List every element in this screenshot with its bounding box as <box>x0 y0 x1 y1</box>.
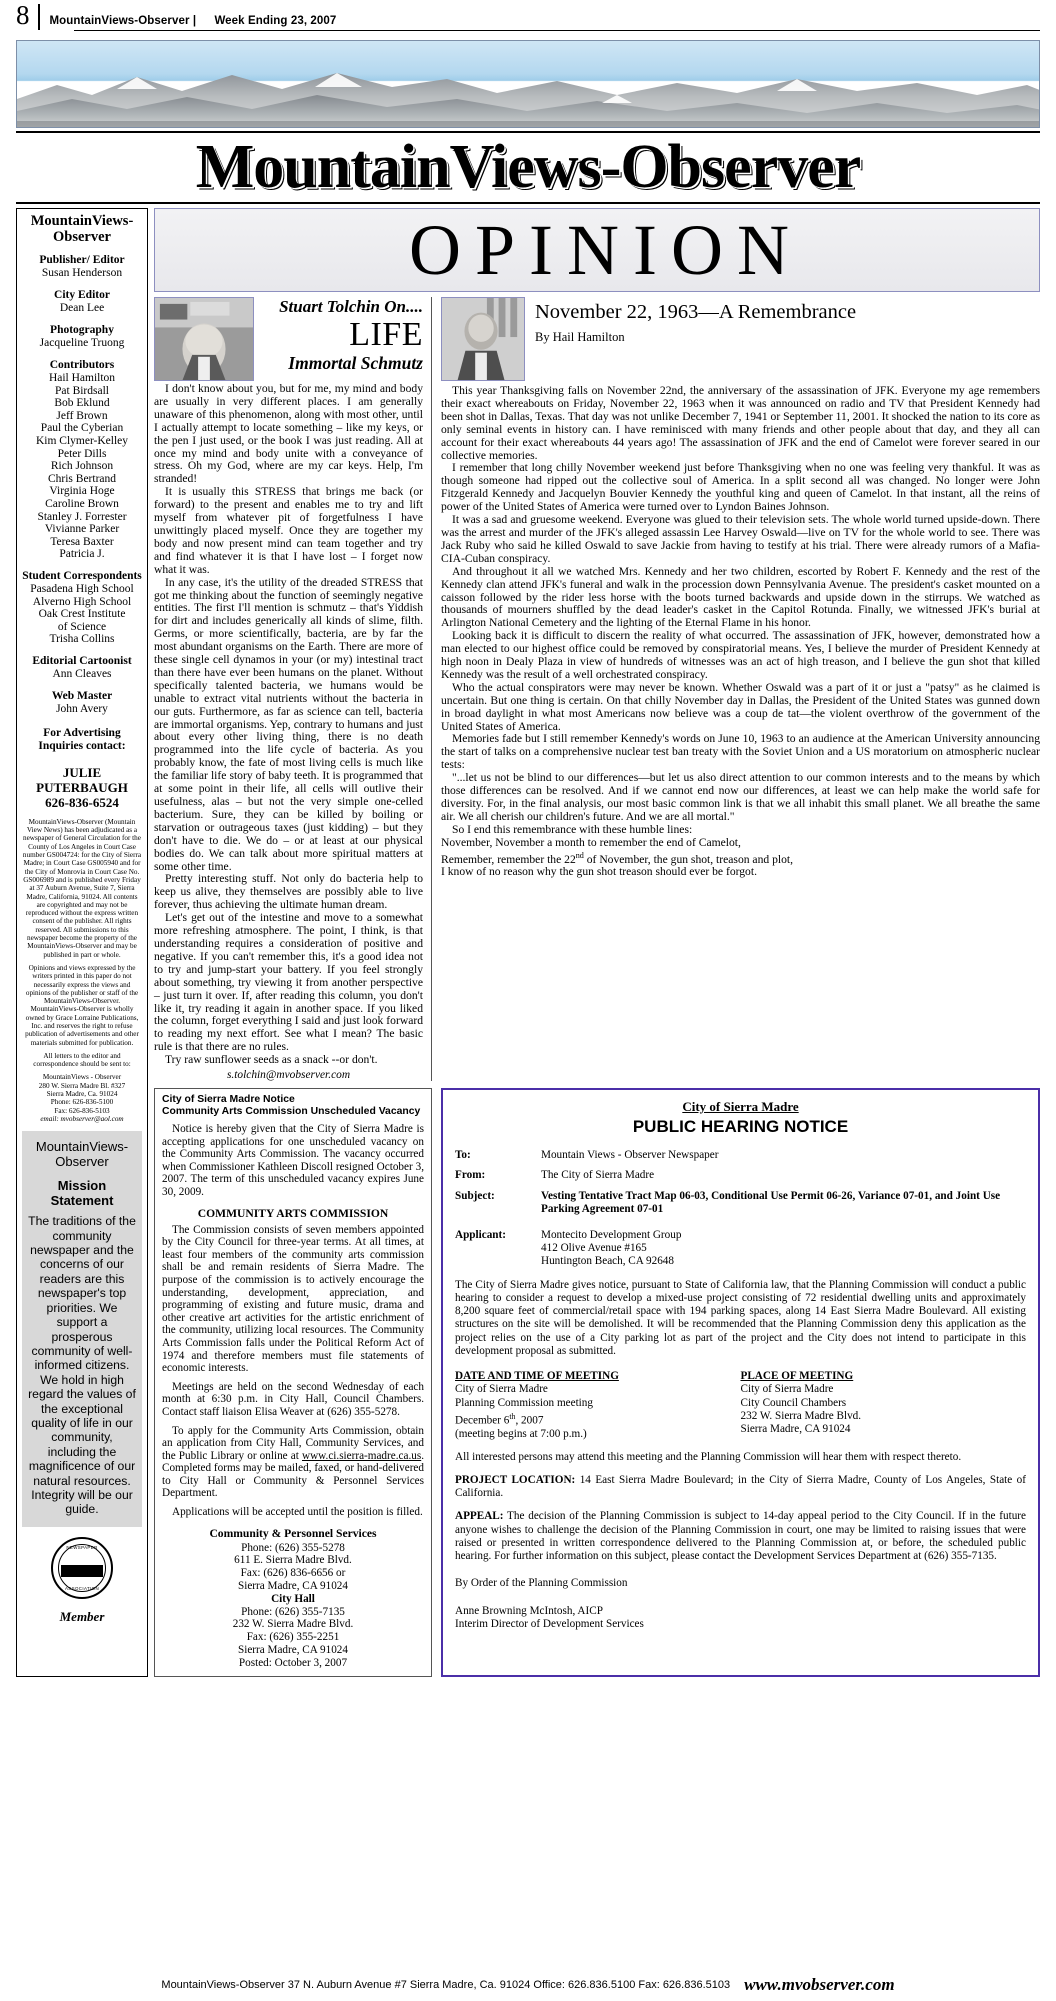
project-location <box>455 1474 1026 1500</box>
article-paragraph: I don't know about you, but for me, my mind and body are usually in very different places. I am generally unaware of this phenomenon, along with most other, until I actually attempt to locate something – like my keys, or the pen I just used, or the book I was just reading. All at once my mind and body unite with a conveyance of stress. Oh my God, where are my car keys. Help, I'm stranded! <box>154 382 423 486</box>
article-paragraph: I remember that long chilly November weekend just before Thanksgiving when no one was feeling very thankful. It was as though someone had ripped out the collective soul of America. In a split second all was changed. No longer were John Fitzgerald Kennedy and Jacquelyn Bouvier Kennedy the youthful king and queen of Camelot. In that instant, all the reins of power of the United States of America were turned over to Lyndon Baines Johnson. <box>441 461 1040 514</box>
address-line: Sierra Madre, Ca. 91024 <box>46 1090 118 1099</box>
arts-body <box>162 1123 424 1199</box>
address-line: 280 W. Sierra Madre Bl. #327 <box>38 1081 126 1090</box>
closing-line: I know of no reason why the gun shot treason should ever be forgot. <box>441 865 757 879</box>
mountain-ridge-graphic <box>17 69 1040 127</box>
article-quote: "...let us not be blind to our differences—but let us also direct attention to our common interests and to the means by which those differences can be resolved. And if we cannot end now our differences, at least we can help make the world safe for diversity. For, in the final analysis, our most basic common link is that we all inhabit this small planet. We all breathe the same air. We all cherish our children's future. And we are all mortal." <box>441 771 1040 823</box>
staff-name: Jeff Brown <box>56 409 108 422</box>
arts-cityhall-title: City Hall <box>271 1592 315 1605</box>
staff-block-photography <box>20 324 144 350</box>
field-value: The City of Sierra Madre <box>541 1169 655 1182</box>
contact-line: 611 E. Sierra Madre Blvd. <box>234 1554 352 1567</box>
appeal-text: The decision of the Planning Commission is subject to 14-day appeal period to the City Council. If in the future anyone wishes to challenge the decision of the Planning Commission in court, one may be limited to raising issues that were raised or presented in written correspondence delivered to the Planning Commission at, or before, the scheduled public hearing. For further information on this subject, please contact the Development Services Department at (626) 355-7135. <box>455 1510 1026 1563</box>
page-footer <box>0 1975 1056 1995</box>
masthead-title: MountainViews-Observer <box>195 133 861 201</box>
meeting-line: City of Sierra Madre <box>455 1383 548 1396</box>
arts-section-title: COMMUNITY ARTS COMMISSION <box>197 1206 389 1220</box>
article-paragraph: Memories fade but I still remember Kennedy's words on June 10, 1963 to an audience at the American University announcing the start of talks on a comprehensive nuclear test ban treaty with the Soviet Union and a US moratorium on atmospheric nuclear tests: <box>441 732 1040 772</box>
footer-website-url[interactable]: www.mvobserver.com <box>744 1975 895 1994</box>
applicant-line: 412 Olive Avenue #165 <box>541 1242 647 1255</box>
staff-name: Virginia Hoge <box>49 485 115 498</box>
notice-field-applicant <box>455 1229 1026 1269</box>
staff-name: Caroline Brown <box>45 497 119 510</box>
arts-contact-block <box>162 1542 424 1670</box>
member-label: Member <box>59 1608 105 1624</box>
staff-role: Web Master <box>51 689 113 702</box>
staff-name: Peter Dills <box>57 447 107 460</box>
closing-line: Remember, remember the 22nd of November, the gun shot, treason and plot, <box>441 850 794 866</box>
seal-arc-bottom: ASSOCIATION <box>64 1585 100 1591</box>
signer-title: Interim Director of Development Services <box>455 1618 644 1631</box>
staff-role: Photography <box>50 324 114 336</box>
mountain-banner-image <box>16 40 1040 128</box>
public-hearing-notice <box>441 1088 1040 1677</box>
sidebar <box>16 208 148 1677</box>
attend-note: All interested persons may attend this meeting and the Planning Commission will hear them with respect thereto. <box>455 1450 962 1463</box>
meeting-place-block <box>741 1370 1027 1441</box>
tolchin-portrait-image <box>154 297 254 381</box>
staff-name: of Science <box>57 620 107 633</box>
tolchin-email-link[interactable]: s.tolchin@mvobserver.com <box>226 1069 351 1082</box>
mission-body: The traditions of the community newspaper and the concerns of our readers are this newspaper's top priorities. We support a prosperous community of well-informed citizens. We hold in high regard the values of the exceptional quality of life in our community, including the magnificence of our natural resources. Integrity will be our guide. <box>28 1214 136 1517</box>
seal-arc-top: NEWSPAPER <box>66 1544 98 1550</box>
header-rule <box>74 30 1040 31</box>
header-spacer <box>199 15 214 27</box>
tolchin-byline: Stuart Tolchin On.... <box>279 297 423 316</box>
staff-role: Student Correspondents <box>22 569 142 582</box>
meeting-details <box>455 1370 1026 1441</box>
staff-name: Stanley J. Forrester <box>37 510 127 523</box>
staff-name: Susan Henderson <box>41 267 123 279</box>
arts-website-link[interactable]: www.ci.sierra-madre.ca.us <box>302 1449 422 1462</box>
article-paragraph: Looking back it is difficult to discern the reality of what occurred. The assassination of JFK, however, demonstrated how a man elected to our highest office could be removed by conspiratorial means. Yes, I believe the murder of President Kennedy at high noon in Dealy Plaza in view of hundreds of witnesses was an act of high treason, and I believe the gun shot that killed Kennedy was the result of a well orchestrated conspiracy. <box>441 629 1040 681</box>
staff-block-publisher <box>20 254 144 280</box>
article-paragraph: Pretty interesting stuff. Not only do bacteria help to keep us alive, they themselves are possibly able to live forever, thus achieving the ultimate human dream. <box>154 872 423 912</box>
staff-name: Chris Bertrand <box>47 472 117 485</box>
meeting-date-header: DATE AND TIME OF MEETING <box>455 1370 619 1383</box>
header-publication: MountainViews-Observer | <box>49 15 197 27</box>
legal-paragraph: Opinions and views expressed by the writers printed in this paper do not necessarily express the views and opinions of the publisher or staff of the MountainViews-Observer. MountainViews-Observer is wholly owned by Grace Lorraine Publications, Inc. and reserves the right to refuse publication of advertisements and other materials submitted for publication. <box>25 963 139 1047</box>
signer-name: Anne Browning McIntosh, AICP <box>455 1604 603 1617</box>
field-label: To: <box>455 1149 471 1162</box>
legal-paragraph: All letters to the editor and correspondence should be sent to: <box>33 1051 131 1069</box>
place-line: City Council Chambers <box>740 1396 847 1409</box>
staff-name: Dean Lee <box>59 302 105 314</box>
tolchin-title-block <box>261 297 423 381</box>
page-header <box>8 0 1048 34</box>
meeting-line: Planning Commission meeting <box>455 1396 593 1409</box>
staff-name: Alverno High School <box>32 595 132 608</box>
staff-block-webmaster <box>20 690 144 716</box>
legal-paragraph: MountainViews-Observer (Mountain View News) has been adjudicated as a newspaper of General Circulation for the County of Los Angeles in Court Case number GS004724: for the City of Sierra Madre; in Court Case GS005940 and for the City of Monrovia in Court Case No. GS006989 and is published every Friday at 37 Auburn Avenue, Suite 7, Sierra Madre, California, 91024. All contents are copyrighted and may not be reproduced without the express written consent of the publisher. All rights reserved. All submissions to this newspaper become the property of the MountainViews-Observer and may be published in part or whole. <box>22 817 142 959</box>
field-value <box>541 1229 1026 1269</box>
staff-name: Paul the Cyberian <box>40 422 124 435</box>
staff-name: Rich Johnson <box>50 460 114 473</box>
tolchin-subtitle: Immortal Schmutz <box>288 353 423 373</box>
project-label: PROJECT LOCATION: <box>455 1474 576 1487</box>
footer-contact-line: MountainViews-Observer 37 N. Auburn Avenue #7 Sierra Madre, Ca. 91024 Office: 626.836.5100 Fax: 626.836.5103 <box>161 1979 731 1991</box>
article-paragraph: Let's get out of the intestine and move to a somewhat more refreshing atmosphere. The point, I think, is that understanding requires a consideration of positive and negative. If you can't remember this, it's a good idea not to try and jump-start your battery. If you feel strongly about something, try viewing it from another perspective – just turn it over. If, after reading this column, you don't like it, try reading it again in another space. If you liked the column, forget everything I said and just look forward to reading my next effort. See what I mean? The basic rule is that there are no rules. <box>154 911 423 1054</box>
tolchin-header <box>154 297 423 381</box>
notice-order-line: By Order of the Planning Commission <box>455 1577 628 1590</box>
meeting-line: December 6th, 2007 <box>455 1411 544 1427</box>
article-row <box>154 297 1040 1081</box>
advertising-contact-name: JULIE PUTERBAUGH <box>36 764 128 795</box>
staff-name: Hail Hamilton <box>48 372 116 384</box>
cityhall-line: Phone: (626) 355-7135 <box>241 1605 345 1618</box>
hamilton-byline: By Hail Hamilton <box>535 330 625 344</box>
contact-line: Phone: (626) 355-5278 <box>241 1541 345 1554</box>
hamilton-headline: November 22, 1963—A Remembrance <box>535 301 857 323</box>
article-tolchin <box>154 297 432 1081</box>
portrait-graphic <box>155 298 253 380</box>
staff-name: John Avery <box>56 702 108 715</box>
staff-block-students <box>20 570 144 646</box>
newspaper-association-seal-icon <box>51 1537 113 1599</box>
field-label: From: <box>455 1169 486 1182</box>
staff-block-city-editor <box>20 289 144 315</box>
field-label: Applicant: <box>455 1228 506 1241</box>
hamilton-header <box>441 297 1040 381</box>
staff-block-cartoonist <box>20 655 144 681</box>
main-content <box>148 208 1040 1677</box>
hamilton-portrait-image <box>441 297 525 381</box>
staff-role: Publisher/ Editor <box>39 254 125 266</box>
header-week: Week Ending 23, 2007 <box>214 15 337 27</box>
appeal-label: APPEAL: <box>455 1510 504 1523</box>
header-text <box>40 2 337 27</box>
article-paragraph: In any case, it's the utility of the dreaded STRESS that got me thinking about the function of seemingly negative entities. The first I'll mention is schmutz – that's Yiddish for dirt and includes generically all kinds of slime, filth. Germs, or more scientifically, bacteria, are by far the most abundant organisms on the Earth. There are more of these single cell dynamos in your (or my) intestinal tract than there have ever been humans on the planet. Without specifically talented bacteria, we humans would be unable to extract vital nutrients without the bacteria in our guts. Furthermore, as far as science can tell, bacteria are immortal organisms. Yep, contrary to humans and just about every other living thing, there is no death programmed into the life cycle of bacteria. As you probably know, the fate of most living cells is much like the familiar life story of baby teeth. It is programmed that at some point in their life, all cells will outlive their usefulness, alas – but not the very simple one-celled bacterium. Sure, they can be killed by boiling or starvation or outrageous taxes (just kidding) – but they don't have to die. We do – or at least at our physical bodies do. We can talk about more spiritual matters at some other time. <box>154 575 423 873</box>
arts-paragraph: The Commission consists of seven members appointed by the City Council for three-year terms. At all times, at least four members of the community arts commission shall be and remain residents of Sierra Madre. The purpose of the commission is to actively encourage the understanding, development, appreciation, and programming of existing and future music, drama and other creative art activities for the artistic enrichment of the community, utilizing local resources. The Community Arts Commission falls under the Political Reform Act of 1974 and therefore members must file statements of economic interests. <box>162 1223 424 1375</box>
arts-commission-notice <box>154 1088 432 1677</box>
cityhall-line: Posted: October 3, 2007 <box>238 1656 348 1669</box>
article-paragraph: It was a sad and gruesome weekend. Everyone was glued to their television sets. The whole world turned upside-down. There was the arrest and murder of the JFK's alleged assassin Lee Harvey Oswald—live on TV for the whole world to see. There was Jack Ruby who said he killed Oswald to save Jackie from having to testify at his trial. There were already rumors of a Mafia-CIA-Cuban conspiracy. <box>441 513 1040 565</box>
notice-body: The City of Sierra Madre gives notice, pursuant to State of California law, that the Planning Commission will conduct a public hearing to consider a request to develop a mixed-use project consisting of 72 residential dwelling units and approximately 8,200 square feet of commercial/retail space with 194 parking spaces, along 14 East Sierra Madre Boulevard. All existing structures on the site will be demolished. It will be recommended that the Planning Commission deny this application as the project relies on the use of a City parking lot as part of the project and the City does not intend to participate in this development proposal as submitted. <box>455 1278 1026 1357</box>
staff-name: Teresa Baxter <box>50 535 114 548</box>
cityhall-line: Fax: (626) 355-2251 <box>246 1631 340 1644</box>
opinion-section-banner <box>154 208 1040 292</box>
staff-name: Kim Clymer-Kelley <box>35 434 129 447</box>
contact-line: Sierra Madre, CA 91024 <box>238 1580 348 1593</box>
arts-contact-title: Community & Personnel Services <box>209 1526 377 1540</box>
place-line: 232 W. Sierra Madre Blvd. <box>740 1409 862 1422</box>
opinion-banner-text: OPINION <box>409 210 803 290</box>
mission-brand: MountainViews- Observer <box>35 1139 129 1170</box>
contact-address <box>22 1073 142 1123</box>
staff-name: Pat Birdsall <box>55 384 109 397</box>
article-paragraph: Try raw sunflower seeds as a snack --or don't. <box>165 1053 378 1067</box>
cityhall-line: Sierra Madre, CA 91024 <box>238 1644 348 1657</box>
lower-row <box>154 1088 1040 1677</box>
appeal-section <box>455 1510 1026 1563</box>
hamilton-title-block <box>535 297 1040 345</box>
staff-role: Editorial Cartoonist <box>32 654 132 667</box>
notice-signature <box>455 1605 1026 1632</box>
article-paragraph: Who the actual conspirators were may never be known. Whether Oswald was a part of it or just a "patsy" as he claimed is uncertain. But one thing is certain. On that chilly November day in Dallas, the President of the United States was gunned down in broad daylight in what most Americans now believe was a coup de tat—the violent overthrow of the government of the United States of America. <box>441 680 1040 733</box>
mission-statement-box <box>22 1131 142 1527</box>
portrait-graphic <box>442 298 524 380</box>
staff-name: Ann Cleaves <box>52 667 112 680</box>
advertising-phone[interactable]: 626-836-6524 <box>45 794 119 810</box>
tolchin-column-title: LIFE <box>349 316 423 353</box>
arts-headline: Community Arts Commission Unscheduled Vacancy <box>162 1106 421 1118</box>
notice-city: City of Sierra Madre <box>682 1099 799 1115</box>
article-hamilton <box>432 297 1040 1081</box>
arts-kicker: City of Sierra Madre Notice <box>162 1094 295 1106</box>
arts-paragraph: Applications will be accepted until the position is filled. <box>172 1506 423 1519</box>
notice-field-to <box>455 1149 1026 1162</box>
arts-paragraph: Meetings are held on the second Wednesday of each month at 6:30 p.m. in City Hall, Council Chambers. Contact staff liaison Elisa Weaver at (626) 355-5278. <box>162 1380 424 1418</box>
meeting-line: (meeting begins at 7:00 p.m.) <box>455 1427 587 1440</box>
staff-name: Jacqueline Truong <box>39 337 125 349</box>
meeting-place-header: PLACE OF MEETING <box>740 1370 854 1383</box>
legal-fine-print <box>20 818 144 1123</box>
place-line: City of Sierra Madre <box>740 1383 834 1396</box>
staff-name: Trisha Collins <box>49 633 115 646</box>
mission-heading: Mission Statement <box>50 1178 114 1209</box>
staff-name: Bob Eklund <box>54 397 110 410</box>
field-value: Mountain Views - Observer Newspaper <box>541 1149 719 1162</box>
arts-body-2 <box>162 1224 424 1519</box>
notice-field-from <box>455 1169 1026 1182</box>
staff-name: Oak Crest Institute <box>38 608 126 621</box>
advertising-header: For Advertising Inquiries contact: <box>38 726 126 752</box>
staff-role: Contributors <box>49 359 115 371</box>
cityhall-line: 232 W. Sierra Madre Blvd. <box>232 1618 354 1631</box>
staff-role: City Editor <box>54 289 110 301</box>
staff-block-contributors <box>20 359 144 561</box>
place-line: Sierra Madre, CA 91024 <box>740 1422 851 1435</box>
article-paragraph: And throughout it all we watched Mrs. Kennedy and her two children, escorted by Robert F. Kennedy and the rest of the Kennedy clan attend JFK's funeral and walk in the procession down Pennsylvania Avenue. The president's casket mounted on a caisson followed by the rider less horse with the boots turned backwards and upside down in the stirrups. We watched as thousands of mourners shuffled by the dead leader's casket in the Capitol Rotunda. Finally, we witnessed JFK's burial at Arlington National Cemetery and the lighting of the Eternal Flame in his honor. <box>441 564 1040 630</box>
notice-field-subject <box>455 1190 1026 1217</box>
arts-paragraph: To apply for the Community Arts Commission, obtain an application from City Hall, Community Services, and the Public Library or online at www.ci.sierra-madre.ca.us. Completed forms may be mailed, faxed, or hand-delivered to City Hall or Community & Personnel Services Department. <box>162 1424 424 1500</box>
page-number: 8 <box>16 0 30 30</box>
article-paragraph: It is usually this STRESS that brings me back (or forward) to the present and enables me to try and lift myself from whatever pit of forgetfulness I have unwittingly placed myself. Once they are together my body and now present mind can team together and try and find whatever it is that I have lost – I forget now what it was. <box>154 485 423 576</box>
staff-name: Pasadena High School <box>30 582 134 595</box>
hamilton-body <box>441 385 1040 879</box>
tolchin-body <box>154 383 423 1067</box>
field-label: Subject: <box>455 1189 495 1202</box>
masthead <box>16 131 1040 204</box>
arts-paragraph: Notice is hereby given that the City of Sierra Madre is accepting applications for one unscheduled vacancy on the Community Arts Commission. The vacancy occurred when Commissioner Kathleen Discoll resigned October 3, 2007. The term of this unscheduled vacancy expires June 30, 2009. <box>162 1123 424 1198</box>
member-badge <box>20 1537 144 1625</box>
contact-line: Fax: (626) 836-6656 or <box>240 1567 346 1580</box>
address-line: MountainViews - Observer <box>42 1073 122 1082</box>
staff-name: Patricia J. <box>59 548 105 561</box>
address-fax: Fax: 626-836-5103 <box>54 1106 110 1115</box>
article-paragraph: So I end this remembrance with these humble lines: <box>452 822 693 836</box>
address-phone: Phone: 626-836-5100 <box>50 1098 114 1107</box>
project-text: 14 East Sierra Madre Boulevard; in the City of Sierra Madre, County of Los Angeles, State of California. <box>455 1474 1026 1500</box>
applicant-line: Huntington Beach, CA 92648 <box>541 1255 674 1268</box>
field-value: Vesting Tentative Tract Map 06-03, Conditional Use Permit 06-26, Variance 07-01, and Joint Use Parking Agreement 07-01 <box>541 1189 1001 1216</box>
closing-line: November, November a month to remember the end of Camelot, <box>441 835 741 849</box>
applicant-line: Montecito Development Group <box>541 1228 682 1241</box>
staff-name: Vivianne Parker <box>44 523 120 536</box>
address-email[interactable]: email: mvobserver@aol.com <box>40 1114 124 1123</box>
article-paragraph: This year Thanksgiving falls on November 22nd, the anniversary of the assassination of JFK. Everyone my age remembers their exact whereabouts on Friday, November 22, 1963 when it was announced on radio and TV that President Kennedy had been shot in Dallas, Texas. That day was not unlike December 7, 1941 or September 11, 2001. It shocked the nation to its core as only seminal events in history can. I have reminisced with many friends and other people about that day, and they all can account for their exact whereabouts 44 years ago! The assassination of JFK and the end of Camelot were forever seared in our collective memories. <box>441 384 1040 462</box>
notice-title: PUBLIC HEARING NOTICE <box>632 1117 849 1137</box>
sidebar-brand: MountainViews- Observer <box>30 213 134 245</box>
seal-bar <box>61 1565 103 1577</box>
meeting-date-block <box>455 1370 741 1441</box>
